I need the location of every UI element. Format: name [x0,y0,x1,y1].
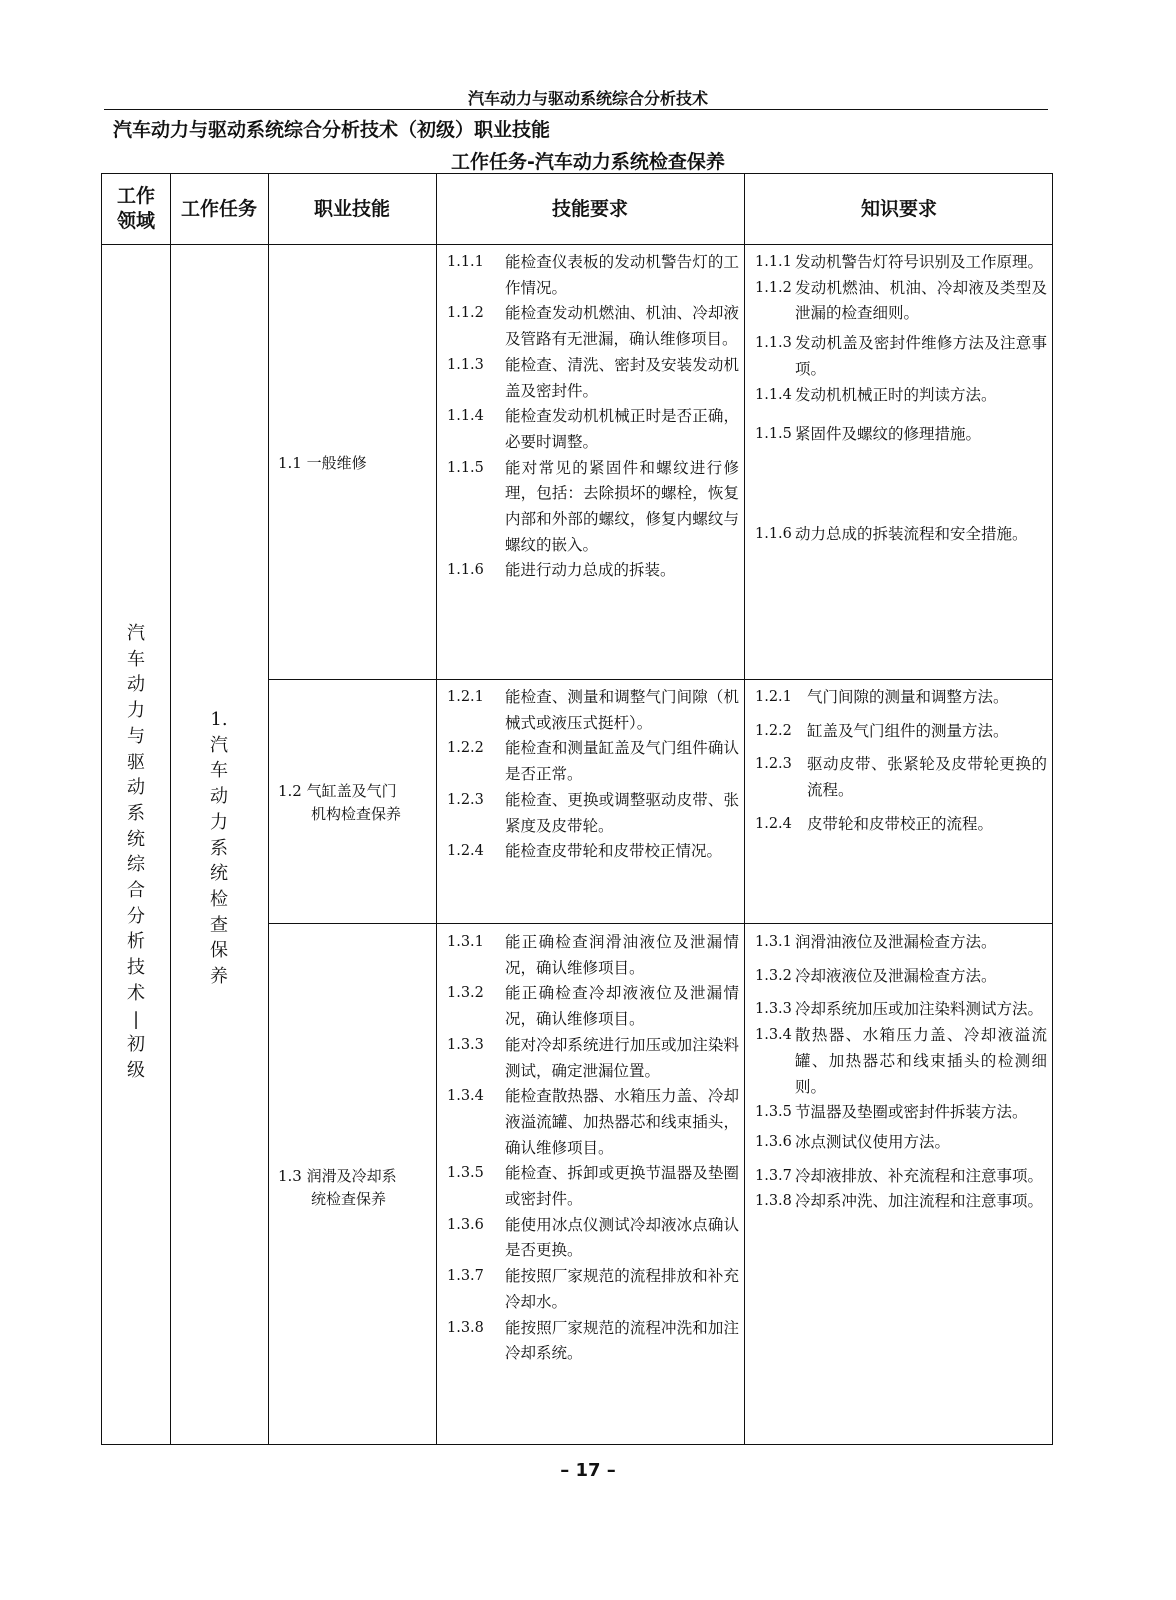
requirement-number: 1.2.1 [755,689,792,705]
work-domain-char: 驱 [127,751,145,773]
row-divider [268,679,1052,680]
knowledge-requirement-item [755,422,1047,448]
knowledge-requirement-item [755,331,1047,382]
skill-requirement-item [447,353,739,404]
requirement-text: 节温器及垫圈或密封件拆装方法。 [795,1103,1028,1122]
requirement-text: 紧固件及螺纹的修理措施。 [795,425,982,444]
skill-requirement-item [447,1316,739,1367]
work-domain-char: 与 [127,725,145,747]
work-domain-char: 术 [127,982,145,1004]
running-header: 汽车动力与驱动系统综合分析技术 [467,89,708,108]
requirement-text: 能对冷却系统进行加压或加注染料测试，确定泄漏位置。 [505,1035,739,1080]
requirement-number: 1.3.7 [755,1167,792,1184]
requirement-number: 1.1.3 [447,356,484,373]
requirement-text: 冷却液排放、补充流程和注意事项。 [795,1166,1044,1185]
requirement-text: 发动机警告灯符号识别及工作原理。 [795,253,1044,271]
work-task-char: 检 [210,888,228,910]
knowledge-requirement-item [755,1100,1047,1126]
requirement-text: 发动机机械正时的判读方法。 [795,385,997,404]
requirement-text: 能按照厂家规范的流程排放和补充冷却水。 [505,1267,739,1311]
knowledge-requirement-item [755,930,1047,956]
requirement-text: 皮带轮和皮带校正的流程。 [807,814,994,833]
requirement-text: 能使用冰点仪测试冷却液冰点确认是否更换。 [505,1215,739,1260]
requirement-number: 1.2.4 [755,815,792,832]
work-domain-char: 综 [127,854,145,876]
page-number: – 17 – [560,1460,616,1481]
skill-requirement-item [447,1213,739,1264]
requirement-text: 能进行动力总成的拆装。 [505,561,676,580]
work-domain-char: 级 [127,1059,145,1081]
requirement-text: 能检查发动机机械正时是否正确，必要时调整。 [505,407,739,451]
requirement-text: 能检查发动机燃油、机油、冷却液及管路有无泄漏，确认维修项目。 [505,304,739,349]
requirement-text: 能正确检查冷却液液位及泄漏情况，确认维修项目。 [505,984,739,1029]
column-divider [744,174,745,1444]
work-task-cell [170,707,268,990]
requirement-number: 1.3.6 [755,1133,792,1150]
work-domain-char: 动 [127,674,145,696]
requirement-number: 1.3.2 [447,985,484,1002]
skill-requirement-item [447,1084,739,1161]
work-task-char: 统 [210,863,228,885]
requirement-number: 1.3.8 [447,1319,484,1336]
work-domain-char: | [132,1008,140,1030]
work-domain-char: 车 [127,648,145,670]
knowledge-requirement-item [755,997,1047,1023]
requirement-text: 能检查、测量和调整气门间隙（机械式或液压式挺杆）。 [505,688,739,732]
skill-requirements-1-2 [447,685,739,865]
requirement-number: 1.3.8 [755,1193,792,1210]
skill-requirement-item [447,930,739,981]
knowledge-requirement-item [755,276,1047,327]
knowledge-requirement-item [755,812,1047,838]
knowledge-requirement-item [755,250,1047,276]
document-title: 汽车动力与驱动系统综合分析技术（初级）职业技能 [113,119,551,141]
knowledge-requirement-item [755,1189,1047,1215]
header-domain: 工作领域 [116,185,155,232]
skill-requirement-item [447,456,739,559]
knowledge-requirements-1-2 [755,685,1047,838]
skills-table [101,173,1053,1445]
requirement-text: 能检查、拆卸或更换节温器及垫圈或密封件。 [505,1164,739,1209]
work-task-char: 1. [210,709,228,730]
requirement-number: 1.1.2 [755,279,792,296]
work-domain-char: 分 [127,905,145,927]
requirement-number: 1.3.6 [447,1216,484,1233]
work-task-char: 查 [210,914,228,936]
requirement-number: 1.2.2 [755,722,792,739]
work-task-char: 系 [210,837,228,859]
requirement-text: 能检查和测量缸盖及气门组件确认是否正常。 [505,739,739,784]
requirement-number: 1.3.7 [447,1268,484,1285]
requirement-number: 1.3.1 [755,934,792,950]
work-domain-char: 析 [127,931,145,953]
knowledge-requirement-item [755,1023,1047,1100]
work-task-char: 保 [210,940,228,962]
knowledge-requirement-item [755,752,1047,803]
skill-requirement-item [447,250,739,301]
work-task-char: 力 [210,811,228,833]
requirement-text: 驱动皮带、张紧轮及皮带轮更换的流程。 [807,755,1047,800]
requirement-text: 能检查皮带轮和皮带校正情况。 [505,842,723,861]
skill-requirement-item [447,1033,739,1084]
skill-requirement-item [447,981,739,1032]
requirement-number: 1.3.5 [447,1165,484,1182]
skill-name-1-1: 1.1 一般维修 [278,454,367,472]
skill-requirement-item [447,1264,739,1315]
header-skill-requirements: 技能要求 [551,197,628,220]
row-divider [268,923,1052,924]
skill-requirement-item [447,736,739,787]
requirement-number: 1.1.1 [755,254,792,270]
skill-name-1-2: 1.2 气缸盖及气门 机构检查保养 [278,782,402,823]
skill-requirements-1-3 [447,930,739,1367]
requirement-text: 能检查仪表板的发动机警告灯的工作情况。 [505,253,739,297]
requirement-text: 冷却系统加压或加注染料测试方法。 [795,1000,1044,1019]
requirement-text: 润滑油液位及泄漏检查方法。 [795,933,997,951]
requirement-text: 气门间隙的测量和调整方法。 [807,688,1009,706]
requirement-text: 能对常见的紧固件和螺纹进行修理，包括：去除损坏的螺栓，恢复内部和外部的螺纹，修复内螺纹与螺纹的嵌入。 [505,458,739,554]
requirement-number: 1.1.3 [755,335,792,352]
requirement-text: 能检查散热器、水箱压力盖、冷却液溢流罐、加热器芯和线束插头，确认维修项目。 [505,1087,739,1157]
knowledge-requirements-1-1 [755,250,1047,548]
work-task-char: 动 [210,786,228,808]
skill-requirement-item [447,788,739,839]
knowledge-requirements-1-3 [755,930,1047,1215]
requirement-number: 1.1.6 [447,562,484,579]
requirement-number: 1.2.3 [447,791,484,808]
requirement-number: 1.2.3 [755,756,792,773]
requirement-number: 1.3.4 [447,1088,484,1105]
knowledge-requirement-item [755,383,1047,409]
requirement-number: 1.3.5 [755,1104,792,1121]
work-task-char: 养 [210,966,228,988]
header-skill: 职业技能 [313,197,390,220]
requirement-number: 1.1.1 [447,254,484,270]
requirement-number: 1.2.1 [447,689,484,705]
work-domain-char: 合 [127,880,145,902]
column-divider [436,174,437,1444]
skill-requirement-item [447,1161,739,1212]
requirement-text: 能检查、清洗、密封及安装发动机盖及密封件。 [505,355,739,400]
requirement-number: 1.3.4 [755,1027,792,1044]
work-domain-cell [102,621,170,1084]
header-task: 工作任务 [180,197,257,220]
skill-requirements-1-1 [447,250,739,584]
knowledge-requirement-item [755,719,1047,745]
knowledge-requirement-item [755,685,1047,711]
requirement-number: 1.3.2 [755,967,792,984]
work-domain-char: 系 [127,802,145,824]
work-domain-char: 力 [127,700,145,722]
work-domain-char: 初 [127,1034,145,1056]
requirement-text: 散热器、水箱压力盖、冷却液溢流罐、加热器芯和线束插头的检测细则。 [795,1026,1047,1096]
knowledge-requirement-item [755,1130,1047,1156]
work-task-char: 车 [210,760,228,782]
requirement-number: 1.3.1 [447,934,484,950]
work-domain-char: 技 [127,957,145,979]
requirement-number: 1.3.3 [755,1001,792,1018]
work-domain-char: 动 [127,777,145,799]
skill-requirement-item [447,301,739,352]
knowledge-requirement-item [755,964,1047,990]
work-domain-char: 统 [127,828,145,850]
requirement-text: 冷却液液位及泄漏检查方法。 [795,966,997,985]
work-domain-char: 汽 [127,623,145,644]
requirement-number: 1.1.4 [755,386,792,403]
requirement-number: 1.2.2 [447,740,484,757]
header-knowledge-requirements: 知识要求 [860,197,937,220]
skill-name-1-3: 1.3 润滑及冷却系 统检查保养 [278,1167,397,1208]
header-rule [104,109,1048,110]
skill-requirement-item [447,839,739,865]
requirement-text: 能检查、更换或调整驱动皮带、张紧度及皮带轮。 [505,790,739,835]
requirement-text: 能按照厂家规范的流程冲洗和加注冷却系统。 [505,1318,739,1363]
knowledge-requirement-item [755,522,1047,548]
requirement-text: 发动机燃油、机油、冷却液及类型及泄漏的检查细则。 [795,278,1047,323]
requirement-text: 冷却系冲洗、加注流程和注意事项。 [795,1192,1044,1211]
requirement-text: 动力总成的拆装流程和安全措施。 [795,524,1028,543]
column-divider [268,174,269,1444]
requirement-number: 1.3.3 [447,1036,484,1053]
requirement-number: 1.1.5 [447,459,484,476]
skill-requirement-item [447,558,739,584]
skill-requirement-item [447,404,739,455]
skill-requirement-item [447,685,739,736]
document-subtitle: 工作任务-汽车动力系统检查保养 [451,151,725,173]
requirement-text: 缸盖及气门组件的测量方法。 [807,721,1009,740]
header-divider [102,244,1052,245]
requirement-number: 1.1.5 [755,426,792,443]
requirement-text: 能正确检查润滑油液位及泄漏情况，确认维修项目。 [505,933,739,977]
requirement-number: 1.1.6 [755,525,792,542]
requirement-text: 发动机盖及密封件维修方法及注意事项。 [795,334,1047,378]
knowledge-requirement-item [755,1164,1047,1190]
requirement-number: 1.1.2 [447,305,484,322]
requirement-text: 冰点测试仪使用方法。 [795,1132,951,1151]
work-task-char: 汽 [210,734,228,756]
requirement-number: 1.2.4 [447,843,484,860]
requirement-number: 1.1.4 [447,408,484,425]
